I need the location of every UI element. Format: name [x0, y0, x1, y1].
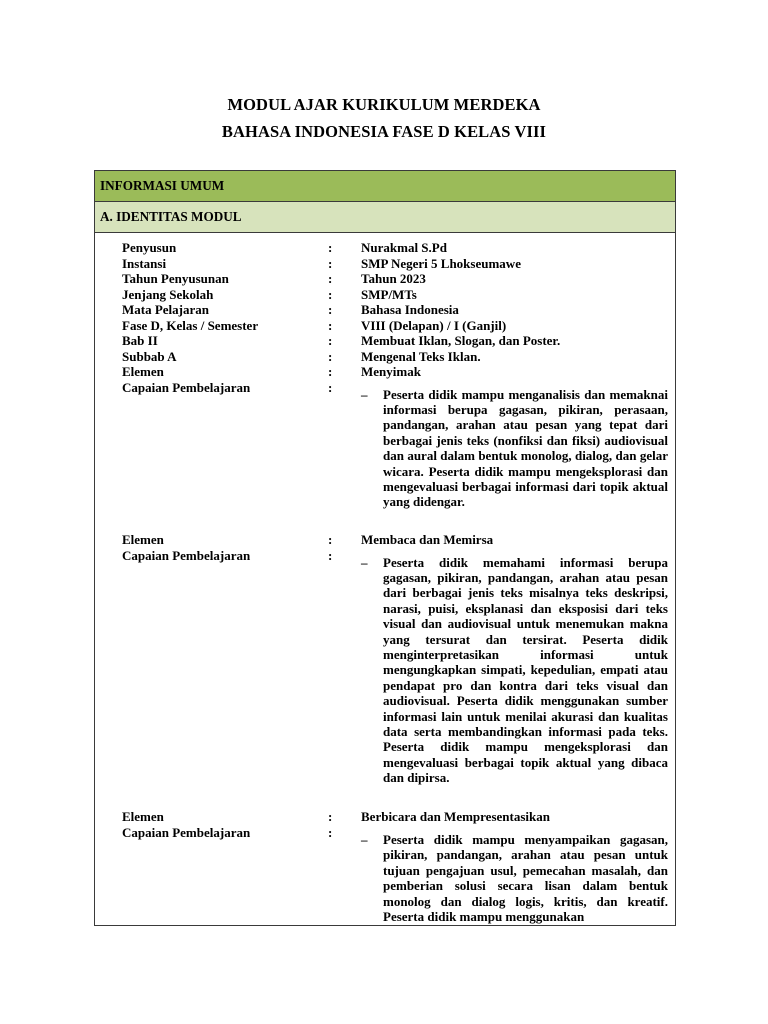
row-value: Menyimak: [361, 364, 421, 379]
identity-row: [95, 287, 675, 303]
row-colon: :: [328, 302, 333, 317]
info-table: [94, 170, 676, 926]
row-colon: :: [328, 824, 333, 840]
row-label: Elemen: [122, 364, 164, 379]
row-colon: :: [328, 809, 333, 824]
row-label: Instansi: [122, 255, 167, 271]
row-label: Capaian Pembelajaran: [122, 379, 251, 395]
row-value: SMP/MTs: [361, 286, 417, 302]
identity-row: [95, 349, 675, 365]
row-value: VIII (Delapan) / I (Ganjil): [361, 317, 507, 333]
row-label: Penyusun: [122, 240, 177, 255]
row-colon: :: [328, 271, 333, 286]
row-label: Elemen: [122, 809, 164, 824]
row-label: Elemen: [122, 532, 164, 547]
capaian-text: Peserta didik mampu menganalisis dan memaknai informasi berupa gagasan, pikiran, perasaan, pandangan, arahan atau pesan yang tepat dari berbagai jenis teks (nonfiksi dan fiksi) audiovisual dan aural dalam bentuk monolog, dialog, dan gelar wicara. Peserta didik mampu mengeksplorasi dan mengevaluasi berbagai informasi dari topik aktual yang didengar.: [383, 386, 668, 510]
row-label: Capaian Pembelajaran: [122, 547, 251, 563]
row-value: SMP Negeri 5 Lhokseumawe: [361, 255, 521, 271]
identity-row: [95, 333, 675, 349]
row-colon: :: [328, 333, 333, 348]
elemen-row: [95, 532, 675, 548]
row-colon: :: [328, 547, 333, 563]
row-colon: :: [328, 348, 333, 364]
row-label: Mata Pelajaran: [122, 302, 210, 317]
row-value: Bahasa Indonesia: [361, 302, 459, 317]
row-colon: :: [328, 379, 333, 395]
bullet-dash: –: [361, 554, 368, 570]
row-label: Subbab A: [122, 348, 177, 364]
row-colon: :: [328, 286, 333, 302]
row-colon: :: [328, 317, 333, 333]
row-label: Tahun Penyusunan: [122, 271, 229, 286]
row-value: Tahun 2023: [361, 271, 426, 286]
identity-row: [95, 271, 675, 287]
row-colon: :: [328, 240, 333, 255]
row-label: Fase D, Kelas / Semester: [122, 317, 259, 333]
row-colon: :: [328, 364, 333, 379]
bullet-dash: –: [361, 832, 368, 847]
elemen-row: [95, 364, 675, 380]
identity-row: [95, 256, 675, 272]
identity-row: [95, 318, 675, 334]
subsection-band-identitas-modul: A. IDENTITAS MODUL: [95, 202, 675, 233]
row-value: Membuat Iklan, Slogan, dan Poster.: [361, 333, 561, 348]
identity-row: [95, 302, 675, 318]
elemen-row: [95, 809, 675, 825]
row-colon: :: [328, 255, 333, 271]
row-value: Membaca dan Memirsa: [361, 532, 494, 547]
identity-row: [95, 240, 675, 256]
bullet-dash: –: [361, 386, 368, 402]
row-colon: :: [328, 532, 333, 547]
row-value: Berbicara dan Mempresentasikan: [361, 809, 550, 824]
document-title-line-1: MODUL AJAR KURIKULUM MERDEKA: [227, 95, 541, 114]
row-value: Nurakmal S.Pd: [361, 240, 447, 255]
row-label: Jenjang Sekolah: [122, 286, 214, 302]
capaian-text: Peserta didik mampu menyampaikan gagasan, pikiran, pandangan, arahan atau pesan untuk tujuan pengajuan usul, pemecahan masalah, dan pemberian solusi secara lisan dalam bentuk monolog dan dialog logis, kritis, dan kreatif. Peserta didik mampu menggunakan: [383, 832, 668, 925]
row-label: Bab II: [122, 333, 158, 348]
capaian-text: Peserta didik memahami informasi berupa gagasan, pikiran, pandangan, arahan atau pesan dari berbagai jenis teks misalnya teks deskripsi, narasi, puisi, eksplanasi dan eksposisi dari teks visual dan audiovisual untuk menemukan makna yang tersurat dan tersirat. Peserta didik menginterpretasikan informasi untuk mengungkapkan simpati, kepedulian, empati atau pendapat pro dan kontra dari teks visual dan audiovisual. Peserta didik menggunakan sumber informasi lain untuk menilai akurasi dan kualitas data serta membandingkan informasi pada teks. Peserta didik mampu mengeksplorasi dan mengevaluasi berbagai topik aktual yang dibaca dan dipirsa.: [383, 554, 668, 786]
row-label: Capaian Pembelajaran: [122, 824, 251, 840]
document-title-line-2: BAHASA INDONESIA FASE D KELAS VIII: [221, 122, 547, 141]
row-value: Mengenal Teks Iklan.: [361, 348, 481, 364]
section-band-informasi-umum: INFORMASI UMUM: [95, 171, 675, 202]
